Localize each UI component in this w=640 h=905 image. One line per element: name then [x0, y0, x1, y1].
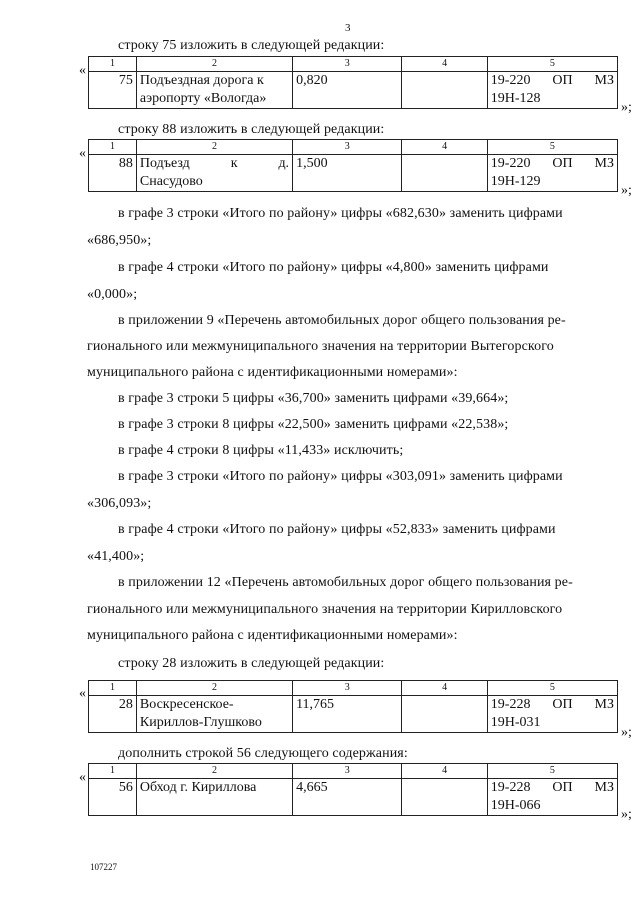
paragraph-line: муниципального района с идентификационными номерами»:	[87, 628, 458, 643]
column-number: 4	[402, 681, 487, 696]
road-name-word: к	[230, 156, 238, 171]
empty-cell	[402, 779, 487, 816]
opening-quote: «	[79, 146, 86, 161]
column-number: 4	[402, 764, 487, 779]
column-number: 2	[136, 681, 292, 696]
column-number: 1	[89, 140, 137, 155]
closing-quote: »;	[621, 100, 632, 115]
road-id-part: 19-220	[490, 156, 531, 171]
column-number: 3	[293, 57, 402, 72]
column-number: 1	[89, 681, 137, 696]
road-name-line: Подъездная дорога к	[139, 73, 264, 88]
empty-cell	[402, 155, 487, 192]
column-number: 2	[136, 764, 292, 779]
page-number: 3	[345, 22, 351, 34]
road-id-part: МЗ	[594, 697, 614, 712]
road-id-part: ОП	[552, 156, 573, 171]
paragraph-line: в графе 3 строки «Итого по району» цифры «682,630» заменить цифрами	[118, 206, 563, 221]
paragraph-line: в приложении 12 «Перечень автомобильных дорог общего пользования ре-	[118, 575, 573, 590]
opening-quote: «	[79, 770, 86, 785]
road-name-line: Воскресенское-	[139, 697, 234, 712]
road-id-part: МЗ	[594, 780, 614, 795]
paragraph-line: в графе 3 строки «Итого по району» цифры «303,091» заменить цифрами	[118, 469, 563, 484]
road-id-line: 19Н-128	[490, 91, 541, 106]
column-number: 1	[89, 57, 137, 72]
column-number: 5	[487, 140, 617, 155]
paragraph-line: в приложении 9 «Перечень автомобильных дорог общего пользования ре-	[118, 313, 566, 328]
paragraph-line: в графе 3 строки 8 цифры «22,500» заменить цифрами «22,538»;	[118, 417, 509, 432]
paragraph-line: в графе 4 строки «Итого по району» цифры «4,800» заменить цифрами	[118, 260, 549, 275]
row-number: 75	[89, 72, 137, 109]
row-number: 56	[89, 779, 137, 816]
paragraph-line: в графе 4 строки «Итого по району» цифры «52,833» заменить цифрами	[118, 522, 556, 537]
empty-cell	[402, 72, 487, 109]
road-name-line: Обход г. Кириллова	[139, 780, 257, 795]
length-cell: 1,500	[293, 155, 402, 192]
length-cell: 0,820	[293, 72, 402, 109]
road-id-part: ОП	[552, 73, 573, 88]
road-id-part: ОП	[552, 697, 573, 712]
paragraph-line: в графе 4 строки 8 цифры «11,433» исключить;	[118, 443, 404, 458]
closing-quote: »;	[621, 807, 632, 822]
document-code: 107227	[90, 862, 117, 872]
road-name-line	[140, 155, 289, 173]
road-name-cell	[136, 72, 292, 109]
column-number: 1	[89, 764, 137, 779]
road-id-cell	[487, 779, 617, 816]
road-id-part: ОП	[552, 780, 573, 795]
road-id-line	[491, 155, 614, 173]
road-name-word: Подъезд	[139, 156, 190, 171]
paragraph-line: «306,093»;	[87, 496, 152, 511]
road-name-line: Кириллов-Глушково	[139, 715, 262, 730]
table-row	[89, 155, 618, 192]
opening-quote: «	[79, 63, 86, 78]
paragraph-line: гионального или межмуниципального значения на территории Кирилловского	[87, 602, 563, 617]
table-header-row	[89, 140, 618, 155]
road-id-cell	[487, 696, 617, 733]
table-row	[89, 696, 618, 733]
column-number: 5	[487, 764, 617, 779]
road-table	[88, 139, 618, 192]
road-name-line: аэропорту «Вологда»	[139, 91, 267, 106]
road-id-part: МЗ	[594, 156, 614, 171]
table-header-row	[89, 681, 618, 696]
table-row	[89, 72, 618, 109]
road-id-part: 19-228	[490, 780, 531, 795]
road-id-line: 19Н-031	[490, 715, 541, 730]
column-number: 3	[293, 764, 402, 779]
column-number: 5	[487, 57, 617, 72]
closing-quote: »;	[621, 725, 632, 740]
paragraph-line: гионального или межмуниципального значения на территории Вытегорского	[87, 339, 554, 354]
column-number: 5	[487, 681, 617, 696]
empty-cell	[402, 696, 487, 733]
road-name-line: Снасудово	[139, 174, 203, 189]
road-id-line: 19Н-066	[490, 798, 541, 813]
instruction-line: строку 28 изложить в следующей редакции:	[118, 656, 385, 671]
instruction-line: дополнить строкой 56 следующего содержания:	[118, 746, 408, 761]
road-table	[88, 763, 618, 816]
table-row	[89, 779, 618, 816]
road-id-line	[491, 779, 614, 797]
column-number: 4	[402, 57, 487, 72]
column-number: 4	[402, 140, 487, 155]
road-id-line	[491, 696, 614, 714]
column-number: 3	[293, 681, 402, 696]
column-number: 2	[136, 140, 292, 155]
column-number: 3	[293, 140, 402, 155]
road-name-cell	[136, 155, 292, 192]
road-id-cell	[487, 155, 617, 192]
paragraph-line: «0,000»;	[87, 287, 138, 302]
paragraph-line: муниципального района с идентификационными номерами»:	[87, 365, 458, 380]
instruction-line: строку 88 изложить в следующей редакции:	[118, 122, 385, 137]
paragraph-line: в графе 3 строки 5 цифры «36,700» заменить цифрами «39,664»;	[118, 391, 509, 406]
road-id-line: 19Н-129	[490, 174, 541, 189]
length-cell: 4,665	[293, 779, 402, 816]
column-number: 2	[136, 57, 292, 72]
road-id-part: 19-220	[490, 73, 531, 88]
road-table	[88, 56, 618, 109]
instruction-line: строку 75 изложить в следующей редакции:	[118, 38, 385, 53]
road-id-part: 19-228	[490, 697, 531, 712]
road-id-part: МЗ	[594, 73, 614, 88]
opening-quote: «	[79, 686, 86, 701]
road-name-cell	[136, 696, 292, 733]
paragraph-line: «686,950»;	[87, 233, 152, 248]
road-id-cell	[487, 72, 617, 109]
road-name-word: д.	[278, 156, 290, 171]
table-header-row	[89, 57, 618, 72]
road-table	[88, 680, 618, 733]
row-number: 28	[89, 696, 137, 733]
length-cell: 11,765	[293, 696, 402, 733]
road-name-cell	[136, 779, 292, 816]
closing-quote: »;	[621, 183, 632, 198]
road-id-line	[491, 72, 614, 90]
row-number: 88	[89, 155, 137, 192]
table-header-row	[89, 764, 618, 779]
paragraph-line: «41,400»;	[87, 549, 145, 564]
